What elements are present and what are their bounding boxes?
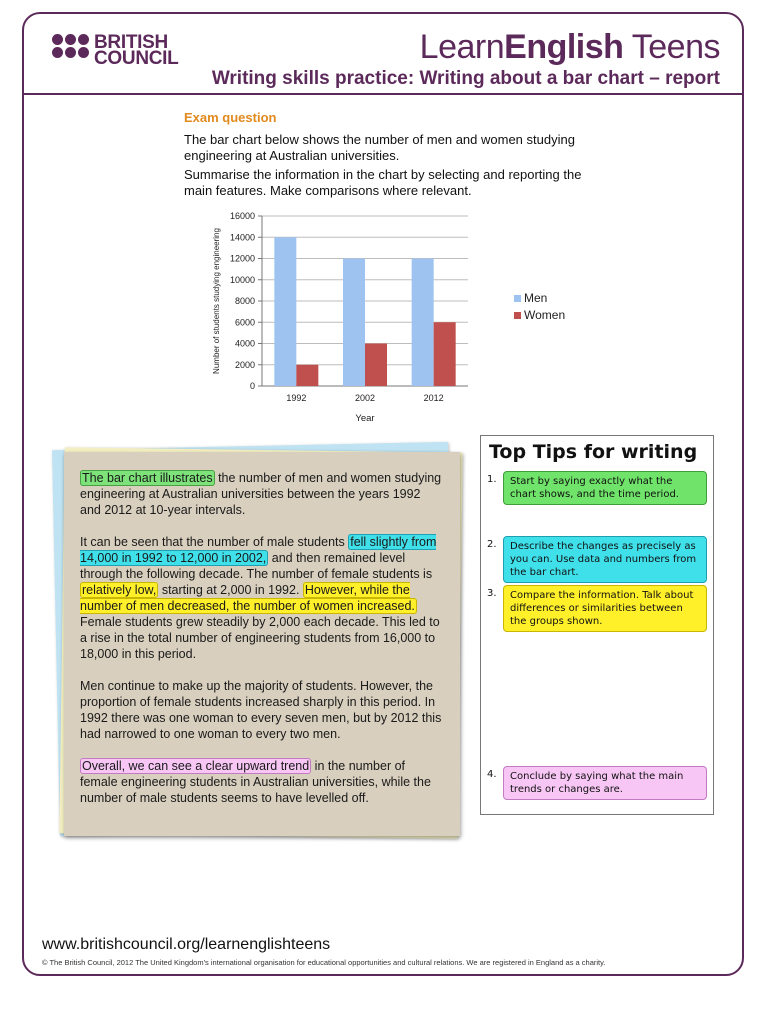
model-report-note bbox=[64, 452, 460, 836]
report-paragraph-4 bbox=[80, 758, 444, 806]
x-axis-label: Year bbox=[355, 413, 375, 424]
report-p2-text-b: and then remained level through the following decade. The number of female students is bbox=[80, 551, 433, 581]
brand-learn: Learn bbox=[419, 28, 505, 66]
report-p2-text-a: It can be seen that the number of male students bbox=[80, 535, 349, 549]
footer-copyright: © The British Council, 2012 The United Kingdom's international organisation for educational opportunities and cultural relations. We are registered in England as a charity. bbox=[42, 958, 606, 967]
legend-label-women: Women bbox=[524, 308, 566, 322]
report-paragraph-3: Men continue to make up the majority of students. However, the proportion of female students increased sharply in this period. In 1992 there was one woman to every seven men, but by 2012 this had narrowed to one woman to every two men. bbox=[80, 679, 442, 741]
brand-teens: Teens bbox=[623, 28, 720, 66]
tip-4-number: 4. bbox=[487, 769, 497, 780]
bar-women-1992 bbox=[296, 365, 318, 386]
y-tick-label-5: 10000 bbox=[229, 274, 255, 285]
exam-instructions-text: Summarise the information in the chart by selecting and reporting the main features. Make comparisons where relevant. bbox=[184, 167, 582, 198]
legend-swatch-women bbox=[514, 312, 521, 319]
org-name-line1: BRITISH bbox=[94, 32, 168, 53]
highlight-relatively-low: relatively low, bbox=[82, 583, 157, 597]
org-name-line2: COUNCIL bbox=[94, 48, 179, 69]
tip-2-number: 2. bbox=[487, 539, 497, 550]
exam-question-heading: Exam question bbox=[184, 110, 277, 125]
top-tips-box bbox=[480, 435, 714, 815]
x-tick-label-2002: 2002 bbox=[354, 393, 376, 403]
bar-men-1992 bbox=[274, 237, 296, 386]
y-tick-label-1: 2000 bbox=[234, 359, 255, 370]
bar-women-2012 bbox=[434, 322, 456, 386]
highlight-comparison: However, while the number of men decreased, the number of women increased. bbox=[80, 583, 415, 613]
page-title: Writing skills practice: Writing about a bar chart – report bbox=[211, 68, 720, 89]
highlight-conclusion: Overall, we can see a clear upward trend bbox=[82, 759, 310, 773]
report-paragraph-2 bbox=[80, 534, 444, 662]
y-tick-label-3: 6000 bbox=[234, 317, 255, 328]
brand-english: English bbox=[504, 28, 624, 66]
bar-men-2012 bbox=[412, 259, 434, 387]
report-p1-text: the number of men and women studying engineering at Australian universities between the years 1992 and 2012 at 10-year intervals. bbox=[80, 471, 442, 517]
british-council-logo bbox=[52, 34, 178, 68]
y-tick-label-0: 0 bbox=[249, 381, 255, 391]
y-tick-label-8: 16000 bbox=[229, 211, 255, 221]
logo-dots-icon bbox=[52, 34, 92, 68]
x-tick-label-2012: 2012 bbox=[423, 393, 444, 403]
report-paragraph-1 bbox=[80, 470, 444, 518]
y-tick-label-2: 4000 bbox=[234, 338, 255, 349]
legend-label-men: Men bbox=[524, 291, 548, 305]
exam-question-text: The bar chart below shows the number of men and women studying engineering at Australian universities. bbox=[184, 132, 575, 163]
y-tick-label-4: 8000 bbox=[234, 296, 255, 306]
y-tick-label-7: 14000 bbox=[229, 232, 255, 243]
tip-1: Start by saying exactly what the chart shows, and the time period. bbox=[503, 471, 707, 505]
report-p2-text-d: Female students grew steadily by 2,000 each decade. This led to a rise in the total number of engineering students from 16,000 to 18,000 in this period. bbox=[80, 615, 440, 661]
highlight-intro: The bar chart illustrates bbox=[82, 471, 213, 485]
x-tick-label-1992: 1992 bbox=[286, 393, 307, 403]
learnenglish-teens-logo bbox=[420, 28, 720, 67]
bar-chart bbox=[206, 206, 586, 428]
legend-swatch-men bbox=[514, 295, 521, 302]
footer-url: www.britishcouncil.org/learnenglishteens bbox=[42, 936, 331, 953]
y-tick-label-6: 12000 bbox=[229, 253, 255, 264]
report-p4-text: in the number of female engineering students in Australian universities, while the number of male students seems to have levelled off. bbox=[80, 759, 431, 805]
report-p2-text-c: starting at 2,000 in 1992. bbox=[158, 583, 303, 597]
tip-4: Conclude by saying what the main trends or changes are. bbox=[503, 766, 707, 800]
y-axis-label: Number of students studying engineering bbox=[212, 228, 221, 374]
bar-chart-svg bbox=[206, 206, 586, 428]
highlight-change-men: fell slightly from 14,000 in 1992 to 12,000 in 2002, bbox=[80, 535, 437, 565]
tip-3: Compare the information. Talk about differences or similarities between the groups shown. bbox=[503, 585, 707, 632]
tip-2: Describe the changes as precisely as you can. Use data and numbers from the bar chart. bbox=[503, 536, 707, 583]
bar-men-2002 bbox=[343, 259, 365, 387]
top-tips-title: Top Tips for writing bbox=[489, 441, 698, 463]
bar-women-2002 bbox=[365, 344, 387, 387]
tip-1-number: 1. bbox=[487, 474, 497, 485]
header-divider bbox=[22, 93, 744, 95]
tip-3-number: 3. bbox=[487, 588, 497, 599]
